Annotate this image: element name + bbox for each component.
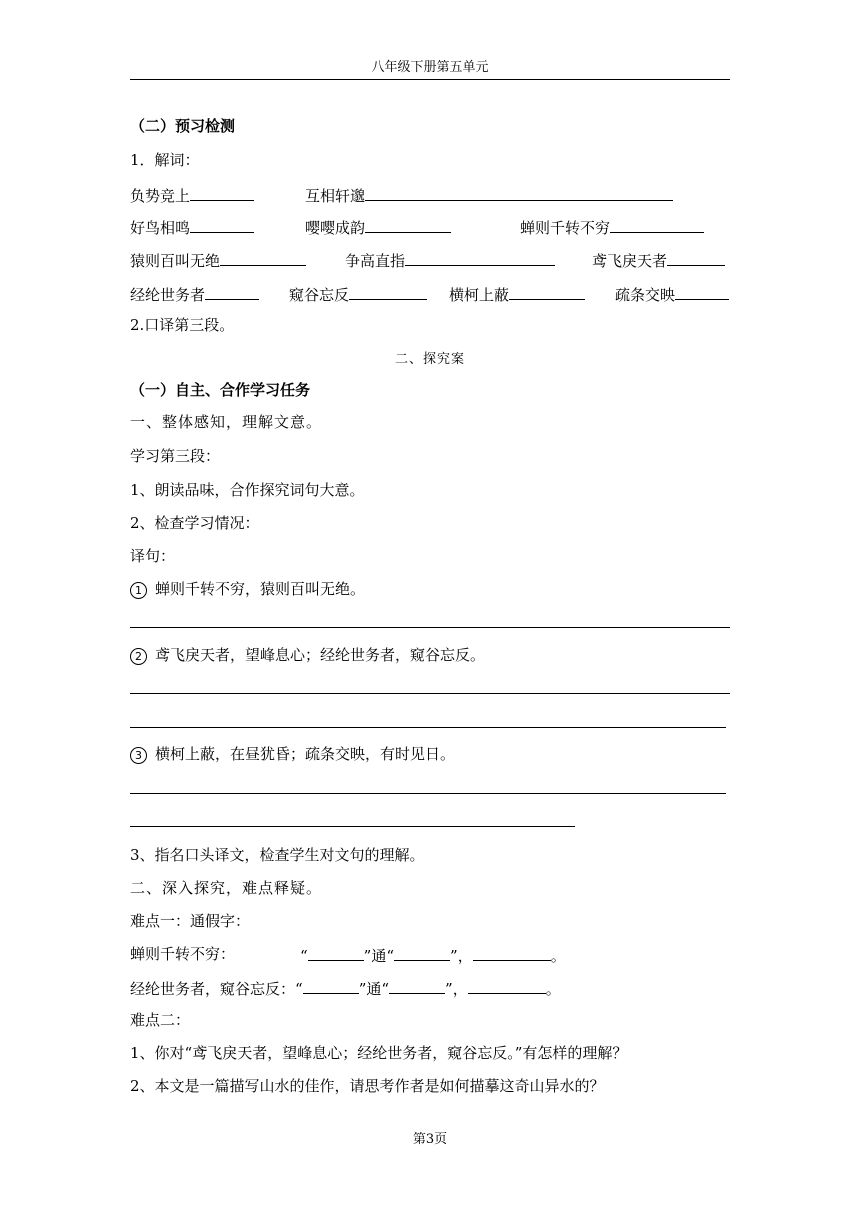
- term: 嘤嘤成韵: [305, 219, 366, 237]
- quote-close: ”: [450, 947, 458, 965]
- sentence-1: [130, 579, 365, 599]
- term: 猿则百叫无绝: [130, 252, 221, 270]
- quote-open: “: [381, 980, 390, 998]
- sentence-text: 蝉则千转不穷，猿则百叫无绝。: [155, 580, 366, 598]
- answer-blank[interactable]: [468, 977, 546, 994]
- term: 蝉则千转不穷: [520, 219, 611, 237]
- sentence-3: [130, 744, 455, 764]
- part-2-title: 二、深入探究，难点释疑。: [130, 879, 323, 897]
- term-row-4d: [615, 283, 729, 305]
- circled-number: 2: [130, 648, 147, 665]
- answer-blank[interactable]: [190, 216, 254, 233]
- question-open-1: 1、你对“鸢飞戾天者，望峰息心；经纶世务者，窥谷忘反。”有怎样的理解？: [130, 1044, 628, 1062]
- preview-heading: （二）预习检测: [130, 117, 236, 135]
- term-row-1: [130, 184, 254, 206]
- answer-blank[interactable]: [473, 944, 551, 961]
- comma: ，: [457, 947, 473, 965]
- answer-blank[interactable]: [667, 249, 725, 266]
- difficulty-1: 难点一：通假字：: [130, 912, 251, 930]
- translate-label: 译句：: [130, 547, 176, 565]
- item-3: 3、指名口头译文，检查学生对文句的理解。: [130, 846, 425, 864]
- sentence-text: 鸢飞戾天者，望峰息心；经纶世务者，窥谷忘反。: [155, 646, 486, 664]
- term: 负势竞上: [130, 187, 191, 205]
- period: 。: [545, 980, 561, 998]
- term-row-3a: [130, 249, 306, 271]
- answer-line[interactable]: [130, 826, 575, 827]
- quote-open: “: [300, 947, 308, 965]
- period: 。: [550, 947, 566, 965]
- circled-number: 1: [130, 582, 147, 599]
- term: 经纶世务者: [130, 286, 206, 304]
- term-row-3c: [592, 249, 725, 271]
- answer-blank[interactable]: [610, 216, 704, 233]
- circled-number: 3: [130, 747, 147, 764]
- item-2: 2、检查学习情况：: [130, 514, 260, 532]
- answer-blank[interactable]: [349, 283, 427, 300]
- page-number: 第3页: [412, 1132, 448, 1147]
- answer-blank[interactable]: [405, 249, 555, 266]
- answer-blank[interactable]: [220, 249, 306, 266]
- answer-line[interactable]: [130, 693, 730, 694]
- term: 窥谷忘反: [289, 286, 350, 304]
- term-row-4b: [289, 283, 427, 305]
- item-1: 1、朗读品味，合作探究词句大意。: [130, 481, 365, 499]
- term: 鸢飞戾天者: [592, 252, 668, 270]
- answer-blank[interactable]: [205, 283, 259, 300]
- term-row-2a: [130, 216, 254, 238]
- question-2-label: 2.口译第三段。: [130, 316, 235, 334]
- answer-line[interactable]: [130, 727, 726, 728]
- sentence-text: 横柯上蔽，在昼犹昏；疏条交映，有时见日。: [155, 745, 456, 763]
- tongjia-row-1: [130, 944, 235, 964]
- answer-blank[interactable]: [509, 283, 585, 300]
- difficulty-2: 难点二：: [130, 1011, 191, 1029]
- answer-line[interactable]: [130, 627, 730, 628]
- term-row-3b: [345, 249, 555, 271]
- tong-label: 通: [371, 947, 387, 965]
- tong-label: 通: [366, 980, 382, 998]
- term: 争高直指: [345, 252, 406, 270]
- quote-close: ”: [358, 980, 367, 998]
- term-row-1b: [305, 184, 673, 206]
- sentence-2: [130, 645, 485, 665]
- quote-close: ”: [363, 947, 372, 965]
- part-1-title: 一、整体感知，理解文意。: [130, 413, 323, 431]
- tongjia-label: 经纶世务者，窥谷忘反：: [130, 980, 296, 998]
- term-row-4a: [130, 283, 259, 305]
- quote-close: ”: [445, 980, 453, 998]
- explore-title: 二、探究案: [394, 352, 465, 367]
- explore-heading: （一）自主、合作学习任务: [130, 381, 311, 399]
- header-rule: [130, 79, 730, 80]
- term: 互相轩邈: [305, 187, 366, 205]
- tongjia-row-2: [130, 977, 561, 999]
- quote-open: “: [386, 947, 395, 965]
- answer-line[interactable]: [130, 793, 726, 794]
- term-row-2c: [520, 216, 704, 238]
- answer-blank[interactable]: [190, 184, 254, 201]
- tongjia-label: 蝉则千转不穷：: [130, 945, 236, 963]
- term: 疏条交映: [615, 286, 676, 304]
- answer-blank[interactable]: [365, 216, 451, 233]
- answer-blank[interactable]: [394, 944, 450, 961]
- term: 横柯上蔽: [449, 286, 510, 304]
- term-row-4c: [449, 283, 585, 305]
- quote-open: “: [295, 980, 303, 998]
- page-header: 八年级下册第五单元: [371, 60, 489, 75]
- question-open-2: 2、本文是一篇描写山水的佳作，请思考作者是如何描摹这奇山异水的？: [130, 1077, 605, 1095]
- study-label: 学习第三段：: [130, 447, 221, 465]
- term: 好鸟相鸣: [130, 219, 191, 237]
- answer-blank[interactable]: [365, 184, 673, 201]
- answer-blank[interactable]: [675, 283, 729, 300]
- question-1-label: 1．解词：: [130, 151, 200, 169]
- answer-blank[interactable]: [389, 977, 445, 994]
- comma: ，: [452, 980, 468, 998]
- answer-blank[interactable]: [308, 944, 364, 961]
- term-row-2b: [305, 216, 451, 238]
- tongjia-row-1-blanks: [300, 944, 566, 966]
- answer-blank[interactable]: [303, 977, 359, 994]
